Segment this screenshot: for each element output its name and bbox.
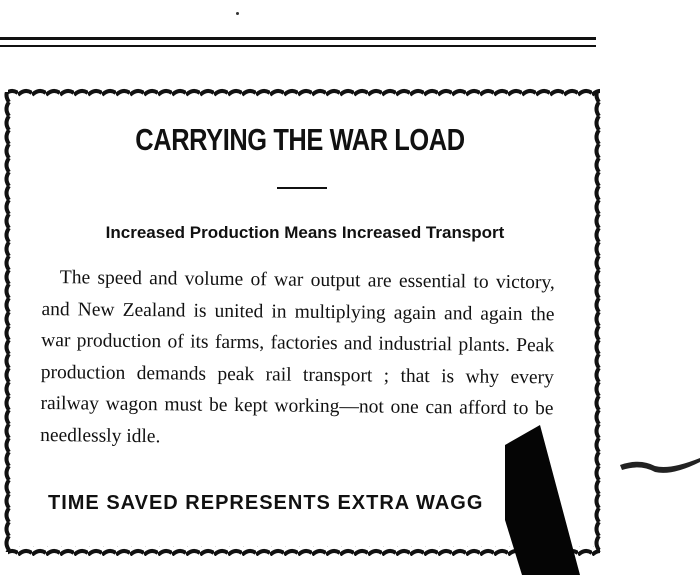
footer-slogan: TIME SAVED REPRESENTS EXTRA WAGG bbox=[48, 492, 484, 514]
body-paragraph: The speed and volume of war output are essential to victory, and New Zealand is united in multiplying again and again the war production of its farms, factories and industrial plants. Peak production demands peak rail transport ; that is why every railway wagon must be kept working—not one can afford to be needlessly idle. bbox=[40, 267, 555, 447]
subheading: Increased Production Means Increased Transport bbox=[105, 223, 505, 242]
headline: CARRYING THE WAR LOAD bbox=[135, 122, 465, 157]
